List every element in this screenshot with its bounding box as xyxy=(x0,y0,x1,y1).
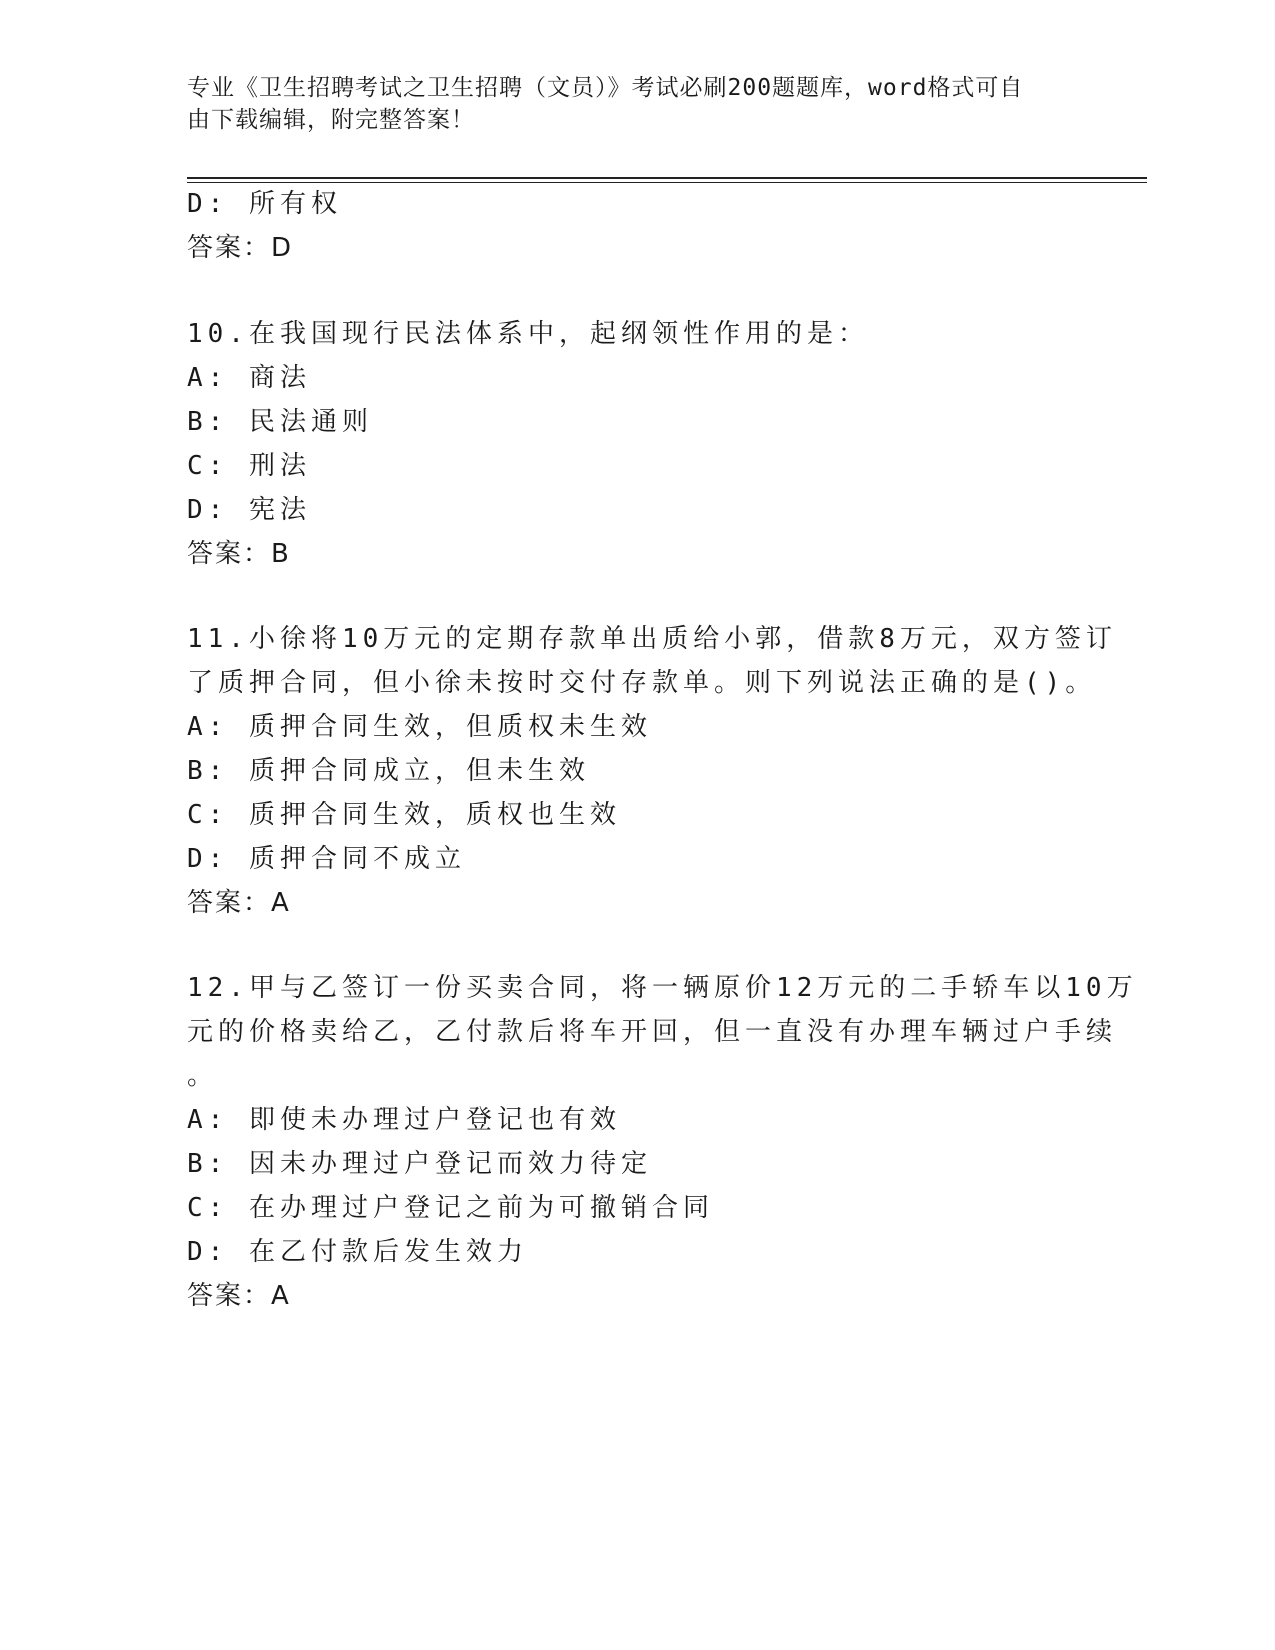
header-rule-thick xyxy=(187,177,1147,179)
question-10-option-d: D: 宪法 xyxy=(187,495,311,525)
question-12-answer: 答案：A xyxy=(187,1281,291,1311)
question-11-option-b: B: 质押合同成立，但未生效 xyxy=(187,756,590,786)
document-header xyxy=(187,72,1087,136)
question-11-stem-line-2: 了质押合同，但小徐未按时交付存款单。则下列说法正确的是()。 xyxy=(187,668,1097,698)
question-11-option-c: C: 质押合同生效，质权也生效 xyxy=(187,800,621,830)
question-11-option-d: D: 质押合同不成立 xyxy=(187,844,466,874)
question-12-stem-line-2: 元的价格卖给乙，乙付款后将车开回，但一直没有办理车辆过户手续 xyxy=(187,1017,1118,1047)
header-rule-thin xyxy=(187,182,1147,183)
question-10-option-c: C: 刑法 xyxy=(187,451,311,481)
carryover-answer: 答案：D xyxy=(187,233,294,263)
question-10-option-a: A: 商法 xyxy=(187,363,311,393)
question-10-option-b: B: 民法通则 xyxy=(187,407,373,437)
question-12-option-c: C: 在办理过户登记之前为可撤销合同 xyxy=(187,1193,714,1223)
header-line-2: 由下载编辑，附完整答案！ xyxy=(187,107,475,133)
header-line-1: 专业《卫生招聘考试之卫生招聘（文员）》考试必刷200题题库，word格式可自 xyxy=(187,75,1024,101)
question-12-option-b: B: 因未办理过户登记而效力待定 xyxy=(187,1149,652,1179)
question-11-answer: 答案：A xyxy=(187,888,291,918)
question-11-stem-line-1: 11.小徐将10万元的定期存款单出质给小郭，借款8万元，双方签订 xyxy=(187,624,1117,654)
question-12-stem-line-3: 。 xyxy=(187,1061,219,1091)
question-10-answer: 答案：B xyxy=(187,539,291,569)
carryover-option-d: D: 所有权 xyxy=(187,189,342,219)
question-12-option-a: A: 即使未办理过户登记也有效 xyxy=(187,1105,621,1135)
question-11-option-a: A: 质押合同生效，但质权未生效 xyxy=(187,712,652,742)
question-12-stem-line-1: 12.甲与乙签订一份买卖合同，将一辆原价12万元的二手轿车以10万 xyxy=(187,973,1138,1003)
question-10-stem-line-1: 10.在我国现行民法体系中，起纲领性作用的是： xyxy=(187,319,869,349)
question-12-option-d: D: 在乙付款后发生效力 xyxy=(187,1237,528,1267)
